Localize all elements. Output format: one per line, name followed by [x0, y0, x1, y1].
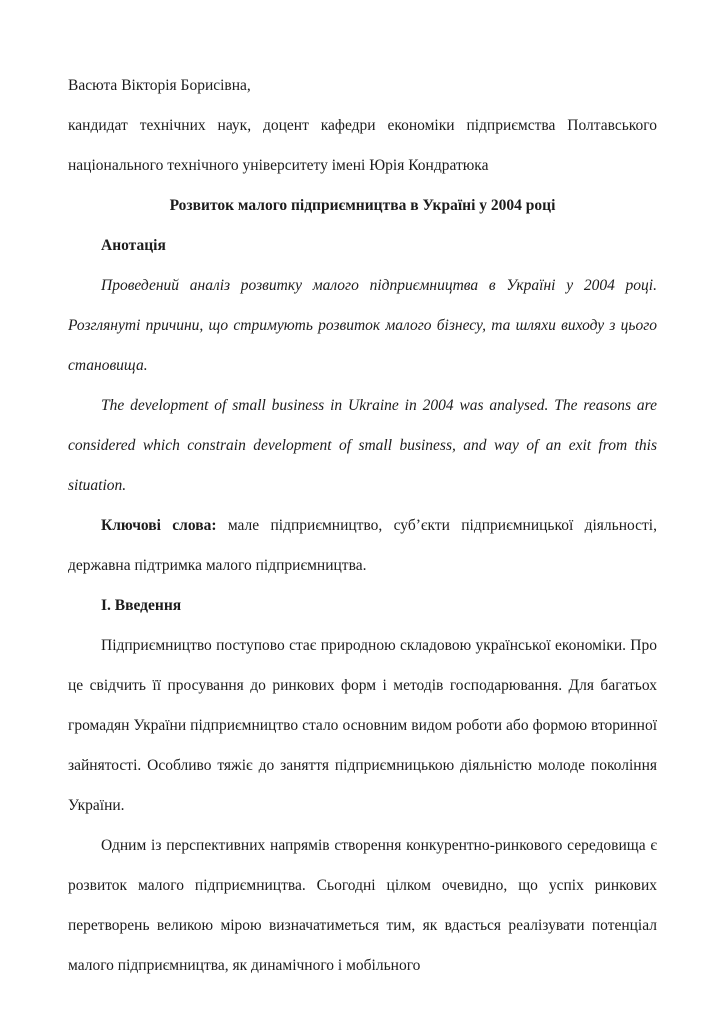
body-paragraph-1: Підприємництво поступово стає природною складовою української економіки. Про це свідчить її просування до ринкових форм і методів господарювання. Для багатьох громадян України підприємництво стало основним видом роботи або формою вторинної зайнятості. Особливо тяжіє до заняття підприємницькою діяльністю молоде покоління України.: [68, 637, 657, 814]
author-affiliation: кандидат технічних наук, доцент кафедри економіки підприємства Полтавського національного технічного університету імені Юрія Кондратюка: [68, 117, 657, 174]
abstract-ukrainian: Проведений аналіз розвитку малого підприємництва в Україні у 2004 році. Розглянуті причини, що стримують розвиток малого бізнесу, та шляхи виходу з цього становища.: [68, 277, 657, 374]
keywords-label: Ключові слова:: [101, 517, 228, 534]
author-name: Васюта Вікторія Борисівна,: [68, 77, 251, 94]
section-heading-introduction: І. Введення: [101, 597, 182, 614]
abstract-english: The development of small business in Ukraine in 2004 was analysed. The reasons are considered which constrain development of small business, and way of an exit from this situation.: [68, 397, 657, 494]
document-title: Розвиток малого підприємництва в Україні у 2004 році: [169, 197, 556, 214]
abstract-heading: Анотація: [101, 237, 166, 254]
body-paragraph-2: Одним із перспективних напрямів створення конкурентно-ринкового середовища є розвиток малого підприємництва. Сьогодні цілком очевидно, що успіх ринкових перетворень великою мірою визначатиметься тим, як вдасться реалізувати потенціал малого підприємництва, як динамічного і мобільного: [68, 837, 657, 974]
keywords-paragraph: [68, 506, 657, 586]
keywords-text: мале підприємництво, суб’єкти підприємницької діяльності, державна підтримка малого підприємництва.: [68, 517, 657, 574]
